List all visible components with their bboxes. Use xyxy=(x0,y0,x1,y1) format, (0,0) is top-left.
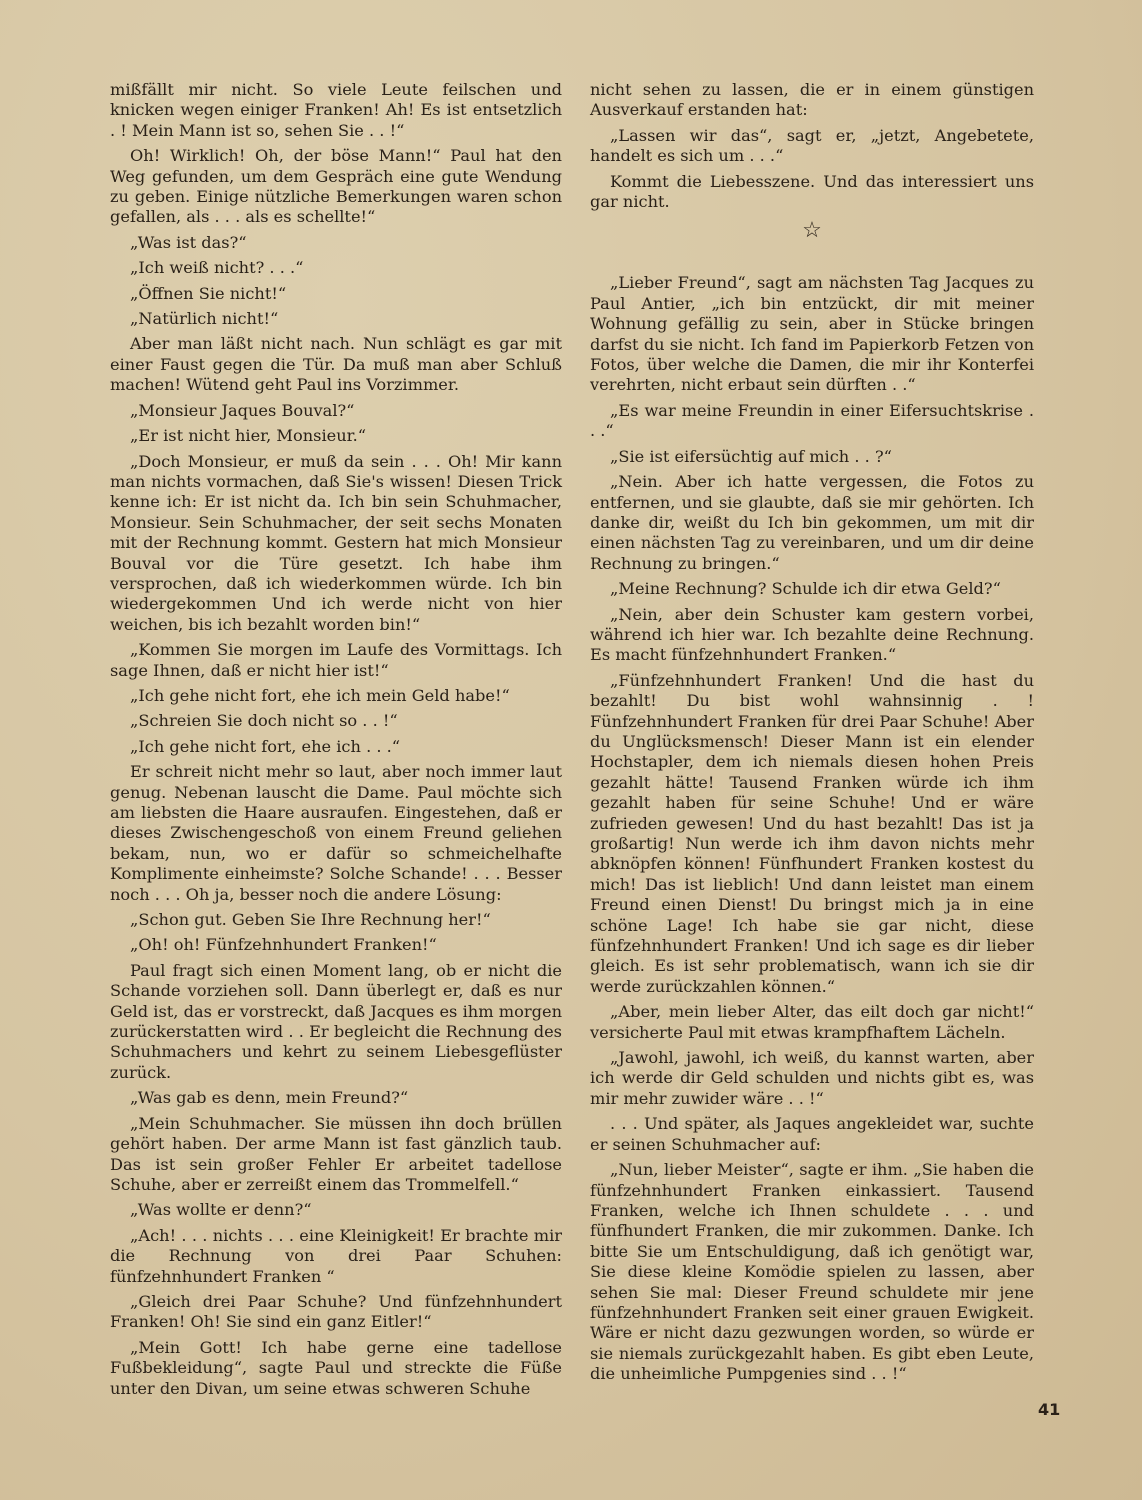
paragraph: mißfällt mir nicht. So viele Leute feilschen und knicken wegen einiger Franken! Ah! Es ist entsetzlich . ! Mein Mann ist so, sehen Sie . . !“ xyxy=(110,80,562,140)
paragraph: „Sie ist eifersüchtig auf mich . . ?“ xyxy=(610,446,892,466)
paragraph: „Ich gehe nicht fort, ehe ich mein Geld habe!“ xyxy=(130,685,510,705)
paragraph: „Oh! oh! Fünfzehnhundert Franken!“ xyxy=(130,935,437,955)
paragraph: „Gleich drei Paar Schuhe? Und fünfzehnhundert Franken! Oh! Sie sind ein ganz Eitler!“ xyxy=(110,1291,562,1332)
paragraph: „Öffnen Sie nicht!“ xyxy=(130,283,287,303)
paragraph: „Mein Schuhmacher. Sie müssen ihn doch brüllen gehört haben. Der arme Mann ist fast gänzlich taub. Das ist sein großer Fehler Er arbeitet tadellose Schuhe, aber er zerreißt einem das Trommelfell.“ xyxy=(110,1113,562,1194)
paragraph: „Ich weiß nicht? . . .“ xyxy=(130,258,304,278)
paragraph: „Ich gehe nicht fort, ehe ich . . .“ xyxy=(130,736,401,756)
right-column-top xyxy=(590,80,1034,212)
paragraph: „Mein Gott! Ich habe gerne eine tadellose Fußbekleidung“, sagte Paul und streckte die Füße unter den Divan, um seine etwas schweren Schuhe xyxy=(110,1337,562,1398)
paragraph: Er schreit nicht mehr so laut, aber noch immer laut genug. Nebenan lauscht die Dame. Paul möchte sich am liebsten die Haare ausraufen. Eingestehen, daß er dieses Zwischengeschoß von einem Freund geliehen bekam, nun, wo er dafür so schmeichelhafte Komplimente einheimste? Solche Schande! . . . Besser noch . . . Oh ja, besser noch die andere Lösung: xyxy=(110,762,562,904)
paragraph: nicht sehen zu lassen, die er in einem günstigen Ausverkauf erstanden hat: xyxy=(590,80,1034,120)
paragraph: „Natürlich nicht!“ xyxy=(130,309,279,329)
paragraph: „Nun, lieber Meister“, sagte er ihm. „Sie haben die fünfzehnhundert Franken einkassiert. Tausend Franken, welche ich Ihnen schuldete . . . und fünfhundert Franken, die mir zukommen. Danke. Ich bitte Sie um Entschuldigung, daß ich genötigt war, Sie diese kleine Komödie spielen zu lassen, aber sehen Sie mal: Dieser Freund schuldete mir jene fünfzehnhundert Franken seit einer grauen Ewigkeit. Wäre er nicht dazu gezwungen worden, so würde er sie niemals zurückgezahlt haben. Es gibt eben Leute, die unheimliche Pumpgenies sind . . !“ xyxy=(590,1160,1034,1384)
paragraph: „Doch Monsieur, er muß da sein . . . Oh! Mir kann man nichts vormachen, daß Sie's wissen! Diesen Trick kenne ich: Er ist nicht da. Ich bin sein Schuhmacher, Monsieur. Sein Schuhmacher, der seit sechs Monaten mit der Rechnung kommt. Gestern hat mich Monsieur Bouval vor die Türe gesetzt. Ich habe ihm versprochen, daß ich wiederkommen würde. Ich bin wiedergekommen Und ich werde nicht von hier weichen, bis ich bezahlt worden bin!“ xyxy=(110,451,562,634)
paragraph: „Lassen wir das“, sagt er, „jetzt, Angebetete, handelt es sich um . . .“ xyxy=(590,125,1034,166)
right-column-bottom xyxy=(590,273,1034,1384)
paragraph: „Was wollte er denn?“ xyxy=(130,1200,312,1220)
paragraph: „Kommen Sie morgen im Laufe des Vormittags. Ich sage Ihnen, daß er nicht hier ist!“ xyxy=(110,640,562,680)
paragraph: „Nein, aber dein Schuster kam gestern vorbei, während ich hier war. Ich bezahlte deine Rechnung. Es macht fünfzehnhundert Franken.“ xyxy=(590,604,1034,665)
paragraph: „Fünfzehnhundert Franken! Und die hast du bezahlt! Du bist wohl wahnsinnig . ! Fünfzehnhundert Franken für drei Paar Schuhe! Aber du Unglücksmensch! Dieser Mann ist ein elender Hochstapler, dem ich niemals diesen hohen Preis gezahlt hätte! Tausend Franken würde ich ihm gezahlt haben für seine Schuhe! Und er wäre zufrieden gewesen! Und du hast bezahlt! Das ist ja großartig! Nun werde ich ihm davon nichts mehr abknöpfen können! Fünfhundert Franken kostest du mich! Das ist lieblich! Und dann leistet man einem Freund einen Dienst! Du bringst mich ja in eine schöne Lage! Ich habe sie gar nicht, diese fünfzehnhundert Franken! Und ich sage es dir lieber gleich. Es ist sehr problematisch, wann ich sie dir werde zurückzahlen können.“ xyxy=(590,670,1034,996)
section-separator-star: ☆ xyxy=(802,218,822,244)
paragraph: „Was gab es denn, mein Freund?“ xyxy=(130,1088,409,1108)
right-column xyxy=(590,80,1034,1390)
paragraph: „Lieber Freund“, sagt am nächsten Tag Jacques zu Paul Antier, „ich bin entzückt, dir mit meiner Wohnung gefällig zu sein, aber in Stücke bringen darfst du sie nicht. Ich fand im Papierkorb Fetzen von Fotos, über welche die Damen, die mir ihr Konterfei verehrten, nicht erbaut sein dürften . .“ xyxy=(590,273,1034,395)
paragraph: „Nein. Aber ich hatte vergessen, die Fotos zu entfernen, und sie glaubte, daß sie mir gehörten. Ich danke dir, weißt du Ich bin gekommen, um mit dir einen nächsten Tag zu vereinbaren, und um dir deine Rechnung zu bringen.“ xyxy=(590,472,1034,573)
paragraph: „Aber, mein lieber Alter, das eilt doch gar nicht!“ versicherte Paul mit etwas krampfhaftem Lächeln. xyxy=(590,1002,1034,1042)
paragraph: „Es war meine Freundin in einer Eifersuchtskrise . . .“ xyxy=(590,400,1034,441)
paragraph: „Jawohl, jawohl, ich weiß, du kannst warten, aber ich werde dir Geld schulden und nichts gibt es, was mir mehr zuwider wäre . . !“ xyxy=(590,1048,1034,1108)
paragraph: „Schon gut. Geben Sie Ihre Rechnung her!“ xyxy=(130,910,491,930)
paragraph: Aber man läßt nicht nach. Nun schlägt es gar mit einer Faust gegen die Tür. Da muß man aber Schluß machen! Wütend geht Paul ins Vorzimmer. xyxy=(110,334,562,395)
paragraph: Oh! Wirklich! Oh, der böse Mann!“ Paul hat den Weg gefunden, um dem Gespräch eine gute Wendung zu geben. Einige nützliche Bemerkungen waren schon gefallen, als . . . als es schellte!“ xyxy=(110,146,562,227)
paragraph: „Was ist das?“ xyxy=(130,232,247,252)
paragraph: „Ach! . . . nichts . . . eine Kleinigkeit! Er brachte mir die Rechnung von drei Paar Schuhen: fünfzehnhundert Franken “ xyxy=(110,1225,562,1286)
paragraph: „Er ist nicht hier, Monsieur.“ xyxy=(130,426,367,446)
paragraph: Kommt die Liebesszene. Und das interessiert uns gar nicht. xyxy=(590,171,1034,212)
paragraph: „Monsieur Jaques Bouval?“ xyxy=(130,400,355,420)
paragraph: . . . Und später, als Jaques angekleidet war, suchte er seinen Schuhmacher auf: xyxy=(590,1114,1034,1154)
paragraph: Paul fragt sich einen Moment lang, ob er nicht die Schande vorziehen soll. Dann überlegt er, daß es nur Geld ist, das er vorstreckt, daß Jacques es ihm morgen zurückerstatten wird . . Er begleicht die Rechnung des Schuhmachers und kehrt zu seinem Liebesgeflüster zurück. xyxy=(110,960,562,1082)
page-number: 41 xyxy=(1038,1400,1061,1419)
left-column xyxy=(110,80,562,1404)
paragraph: „Schreien Sie doch nicht so . . !“ xyxy=(130,711,398,731)
paragraph: „Meine Rechnung? Schulde ich dir etwa Geld?“ xyxy=(610,579,1001,599)
